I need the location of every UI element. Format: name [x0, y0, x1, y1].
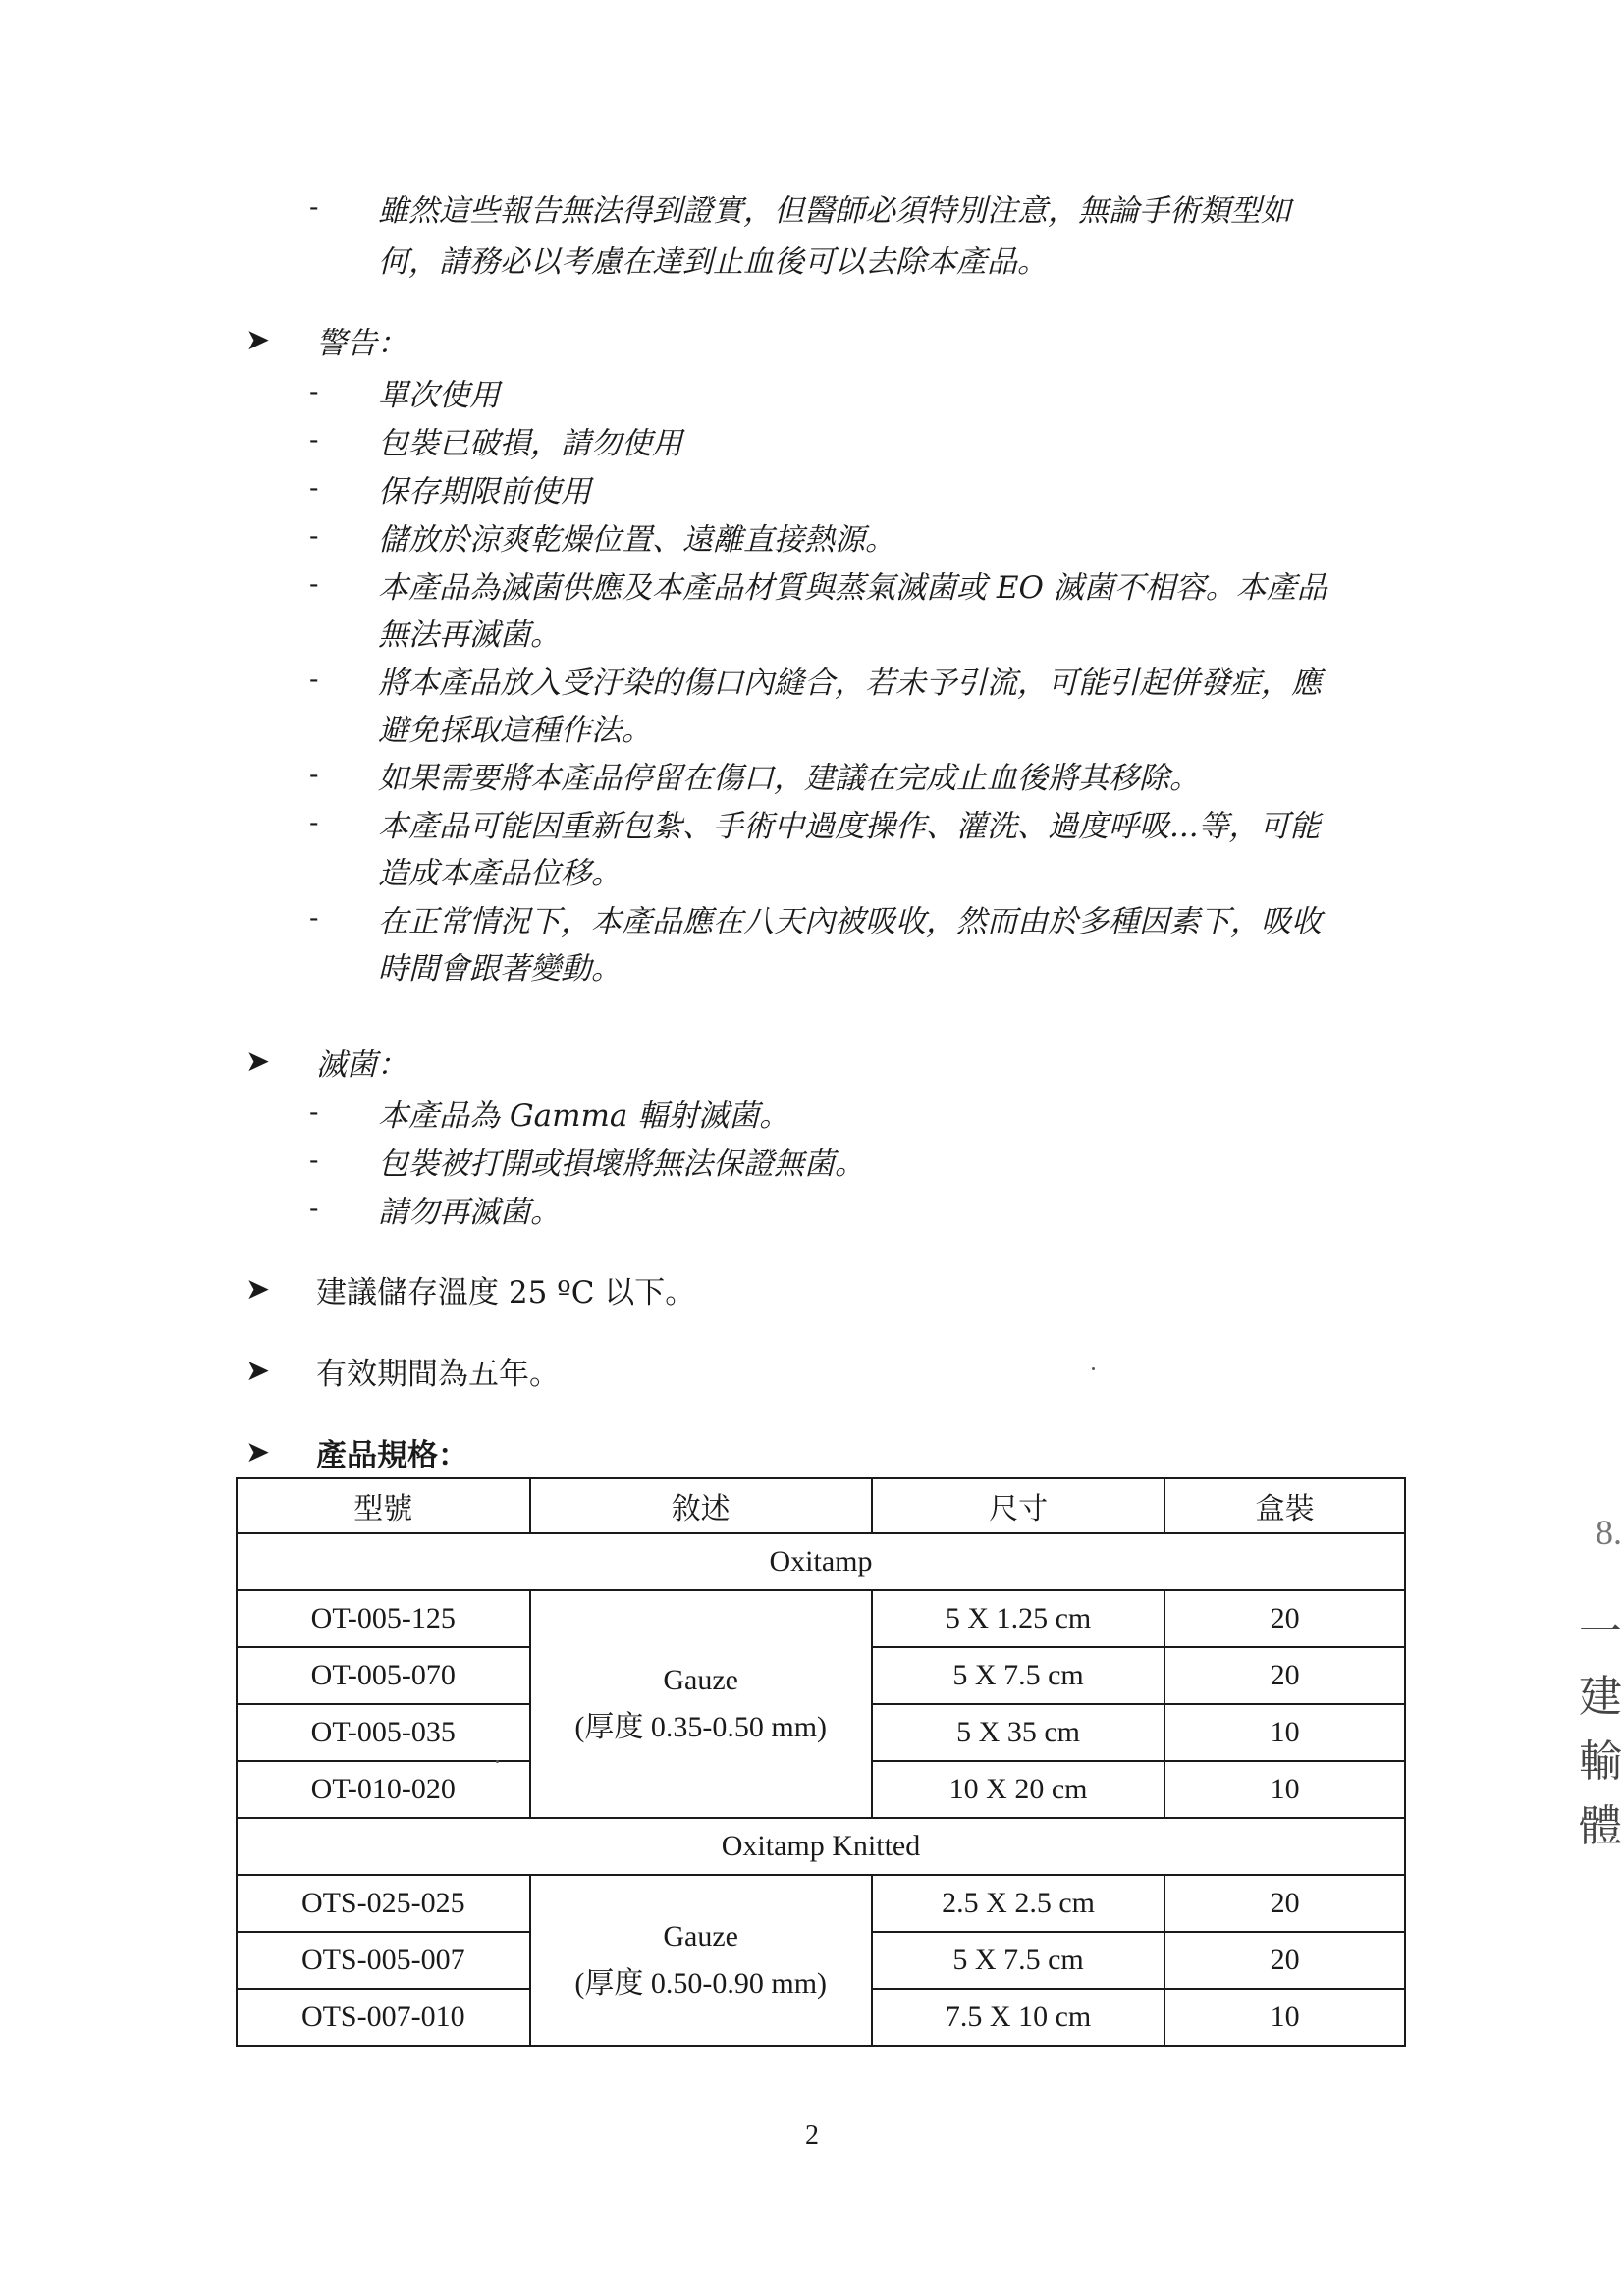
- model-cell: OT-005-125: [237, 1590, 530, 1647]
- group-name-cell: Oxitamp Knitted: [237, 1818, 1405, 1875]
- box-cell: 20: [1164, 1932, 1405, 1989]
- model-cell: OTS-005-007: [237, 1932, 530, 1989]
- stamp-char: 建: [1579, 1672, 1622, 1722]
- warnings-title: 警告：: [316, 326, 407, 361]
- box-cell: 20: [1164, 1590, 1405, 1647]
- size-cell: 7.5 X 10 cm: [872, 1989, 1164, 2046]
- stamp-fragment: [1579, 1600, 1624, 1875]
- list-dash: -: [309, 1192, 319, 1224]
- sterilization-title: 滅菌：: [316, 1047, 407, 1083]
- header-description: 敘述: [530, 1478, 872, 1533]
- continuation-line-1: 雖然這些報告無法得到證實，但醫師必須特別注意，無論手術類型如: [378, 193, 1291, 229]
- box-cell: 10: [1164, 1761, 1405, 1818]
- table-row: [237, 1590, 1405, 1647]
- model-cell: OT-005-035: [237, 1704, 530, 1761]
- box-cell: 20: [1164, 1647, 1405, 1704]
- table-header-row: [237, 1478, 1405, 1533]
- stamp-char: 體: [1579, 1801, 1622, 1851]
- description-line: Gauze: [663, 1664, 738, 1696]
- list-item-text: 包裝已破損，請勿使用: [378, 426, 682, 461]
- table-group-row: [237, 1818, 1405, 1875]
- list-item-text: 造成本產品位移。: [378, 856, 622, 891]
- arrowhead-bullet-icon: ➤: [245, 1354, 271, 1388]
- size-cell: 5 X 7.5 cm: [872, 1647, 1164, 1704]
- list-item-text: 將本產品放入受汙染的傷口內縫合，若未予引流，可能引起併發症，應: [378, 666, 1322, 701]
- list-item-text: 保存期限前使用: [378, 474, 591, 509]
- size-cell: 10 X 20 cm: [872, 1761, 1164, 1818]
- list-item-text: 時間會跟著變動。: [378, 951, 622, 987]
- arrowhead-bullet-icon: ➤: [245, 1435, 271, 1469]
- arrowhead-bullet-icon: ➤: [245, 1044, 271, 1079]
- description-cell: [530, 1875, 872, 2046]
- model-cell: OT-010-020: [237, 1761, 530, 1818]
- size-cell: 5 X 1.25 cm: [872, 1590, 1164, 1647]
- model-cell: OT-005-070: [237, 1647, 530, 1704]
- list-item-text: 無法再滅菌。: [378, 617, 561, 653]
- list-item-text: 單次使用: [378, 378, 500, 413]
- product-spec-table: [236, 1477, 1406, 2047]
- storage-text: 建議儲存溫度 25 ºC 以下。: [316, 1275, 696, 1310]
- list-dash: -: [309, 519, 319, 552]
- list-dash: -: [309, 190, 319, 223]
- list-dash: -: [309, 567, 319, 600]
- table-group-row: [237, 1533, 1405, 1590]
- list-item-text: 儲放於涼爽乾燥位置、遠離直接熱源。: [378, 522, 895, 558]
- list-dash: -: [309, 1144, 319, 1176]
- list-dash: -: [309, 806, 319, 838]
- model-cell: OTS-007-010: [237, 1989, 530, 2046]
- list-dash: -: [309, 423, 319, 455]
- header-model: 型號: [237, 1478, 530, 1533]
- page-number: 2: [805, 2120, 819, 2151]
- stamp-char: 一: [1579, 1607, 1622, 1657]
- table-body: [237, 1533, 1405, 2046]
- description-line: Gauze: [663, 1920, 738, 1952]
- list-dash: -: [309, 901, 319, 934]
- size-cell: 5 X 7.5 cm: [872, 1932, 1164, 1989]
- list-item-text: 包裝被打開或損壞將無法保證無菌。: [378, 1147, 865, 1182]
- list-item-text: 請勿再滅菌。: [378, 1195, 561, 1230]
- list-dash: -: [309, 758, 319, 790]
- box-cell: 10: [1164, 1989, 1405, 2046]
- list-item-text: 如果需要將本產品停留在傷口，建議在完成止血後將其移除。: [378, 761, 1200, 796]
- list-item-text: 在正常情況下，本產品應在八天內被吸收，然而由於多種因素下，吸收: [378, 904, 1322, 939]
- stamp-char: 輸: [1579, 1736, 1622, 1787]
- list-item-text: 本產品可能因重新包紮、手術中過度操作、灌洗、過度呼吸...等，可能: [378, 809, 1321, 844]
- list-item-text: 本產品為 Gamma 輻射滅菌。: [378, 1098, 790, 1134]
- size-cell: 5 X 35 cm: [872, 1704, 1164, 1761]
- description-line: (厚度 0.50-0.90 mm): [574, 1967, 828, 2000]
- margin-annotation: 8.: [1596, 1513, 1622, 1552]
- group-name-cell: Oxitamp: [237, 1533, 1405, 1590]
- list-dash: -: [309, 663, 319, 695]
- continuation-line-2: 何，請務必以考慮在達到止血後可以去除本產品。: [378, 244, 1048, 280]
- description-line: (厚度 0.35-0.50 mm): [574, 1711, 828, 1743]
- list-item-text: 本產品為滅菌供應及本產品材質與蒸氣滅菌或 EO 滅菌不相容。本產品: [378, 570, 1327, 606]
- arrowhead-bullet-icon: ➤: [245, 1272, 271, 1307]
- list-dash: -: [309, 1095, 319, 1128]
- list-item-text: 避免採取這種作法。: [378, 713, 652, 748]
- table-row: [237, 1875, 1405, 1932]
- model-cell: OTS-025-025: [237, 1875, 530, 1932]
- box-cell: 20: [1164, 1875, 1405, 1932]
- scan-speck: [496, 1760, 499, 1763]
- expiry-text: 有效期間為五年。: [316, 1357, 560, 1392]
- header-size: 尺寸: [872, 1478, 1164, 1533]
- box-cell: 10: [1164, 1704, 1405, 1761]
- size-cell: 2.5 X 2.5 cm: [872, 1875, 1164, 1932]
- list-dash: -: [309, 375, 319, 407]
- scan-speck: [1092, 1367, 1095, 1370]
- description-cell: [530, 1590, 872, 1818]
- arrowhead-bullet-icon: ➤: [245, 323, 271, 357]
- list-dash: -: [309, 471, 319, 504]
- header-box: 盒裝: [1164, 1478, 1405, 1533]
- specs-title: 產品規格：: [316, 1438, 468, 1473]
